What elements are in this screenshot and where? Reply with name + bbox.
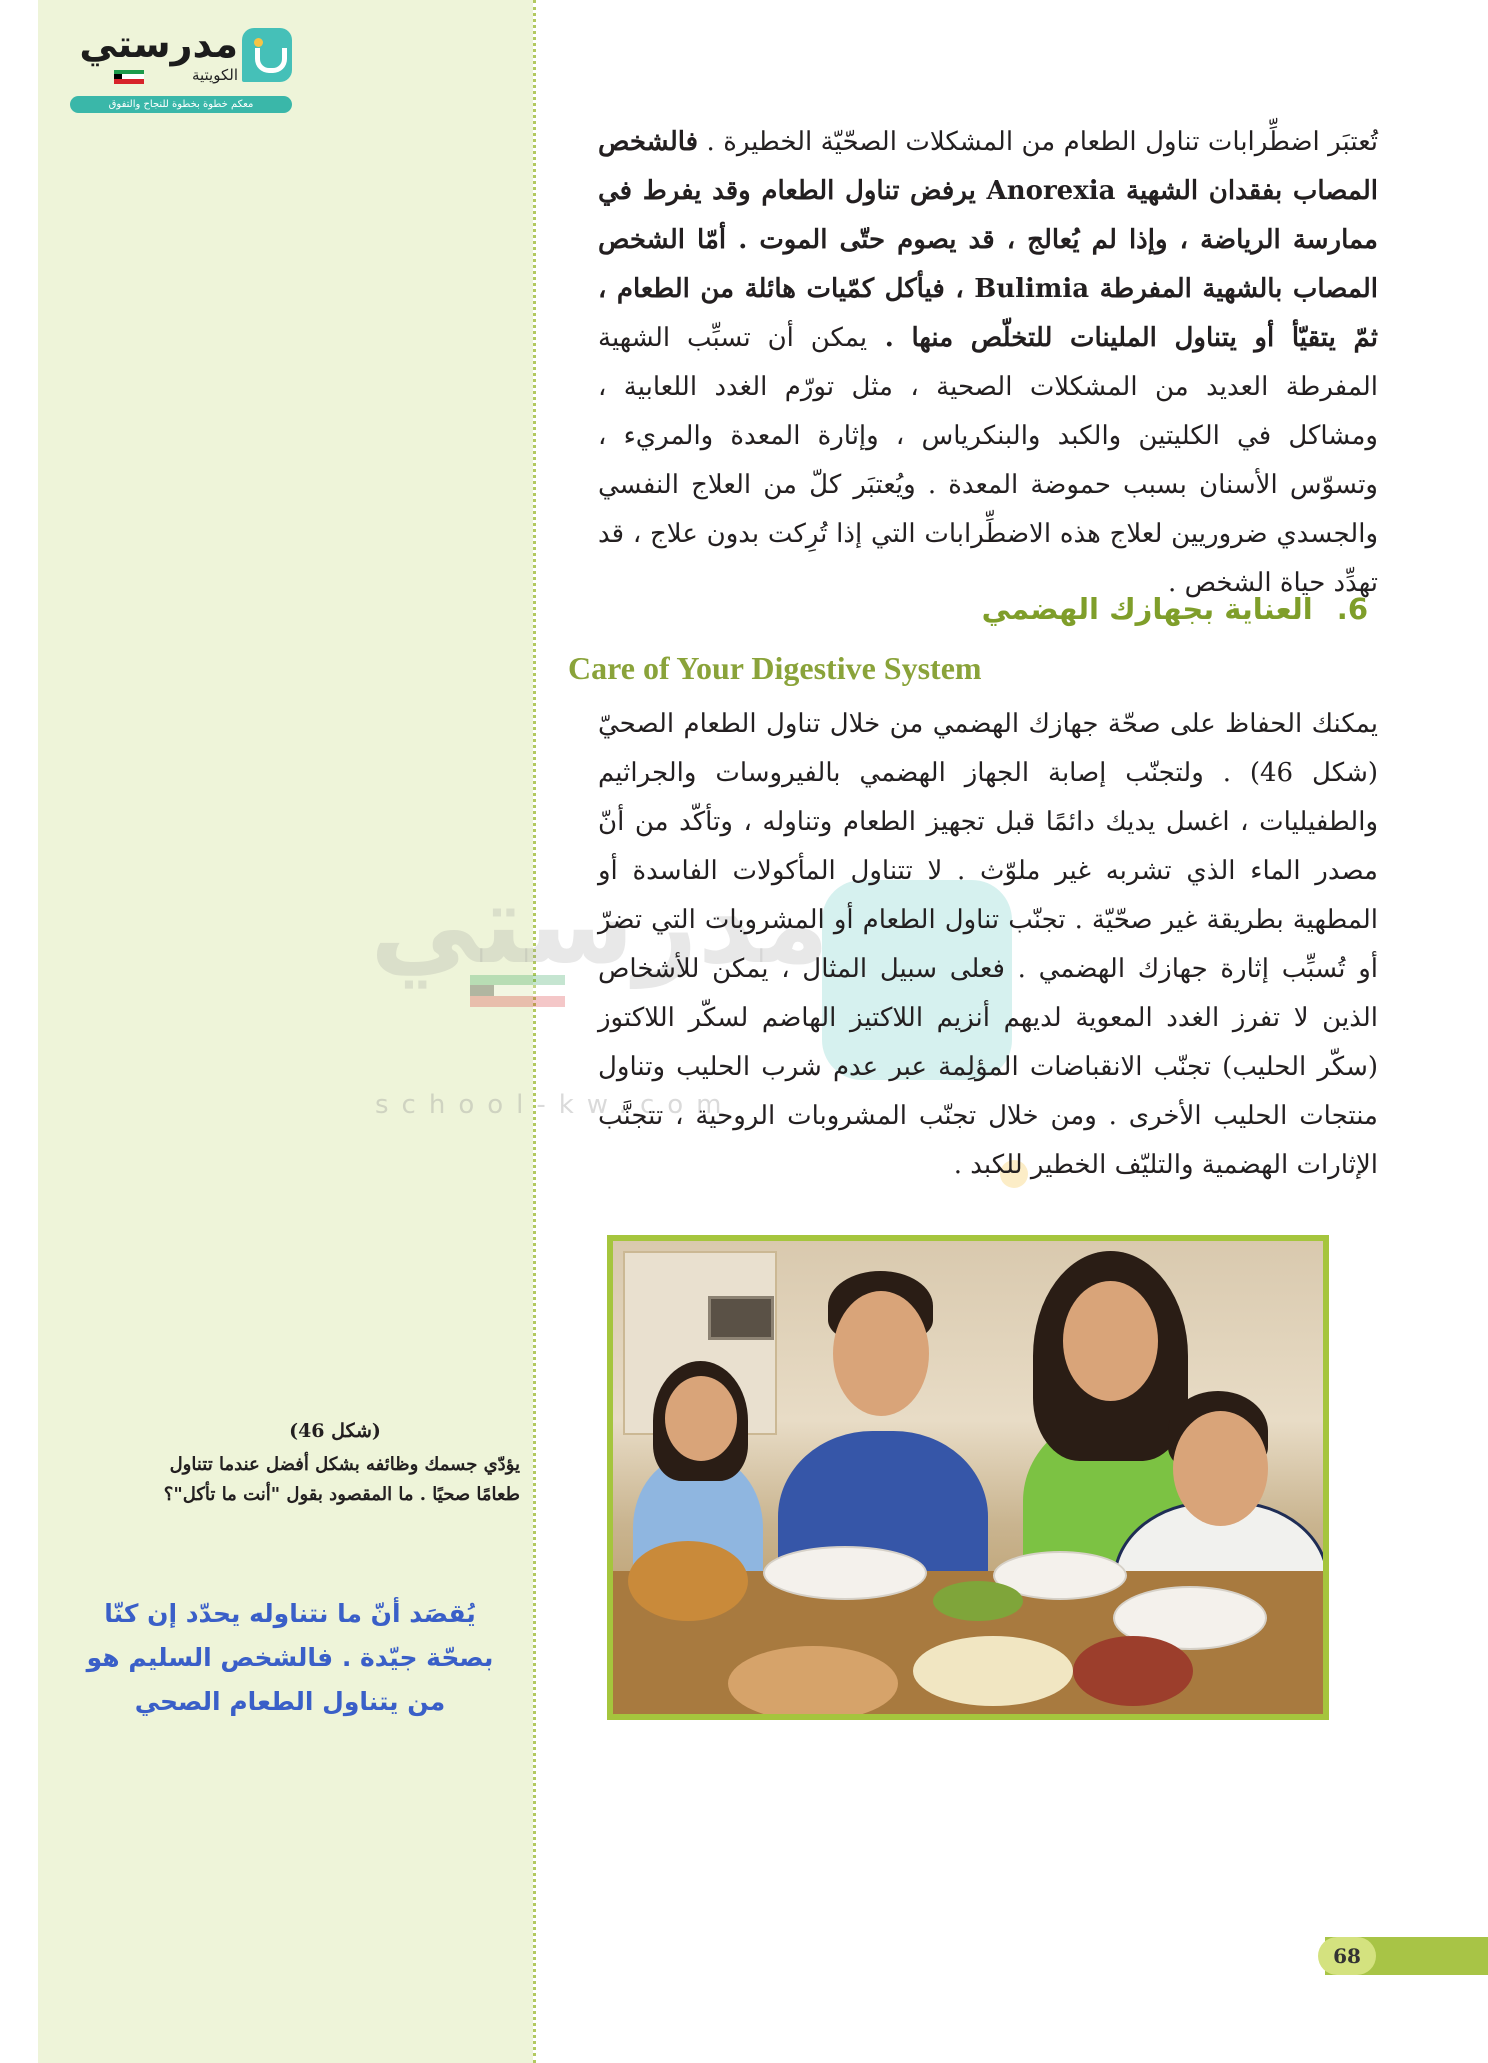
logo-tagline: معكم خطوة بخطوة للنجاح والتفوق <box>70 96 292 113</box>
logo-subtitle: الكويتية <box>191 66 238 84</box>
section-number: 6. <box>1336 592 1368 626</box>
answer-text: يُقصَد أنّ ما نتناوله يحدّد إن كنّا بصحّة جيّدة . فالشخص السليم هو من يتناول الطعام الصحي <box>86 1599 494 1716</box>
sidebar-divider <box>533 0 536 2063</box>
logo-name: مدرستي <box>79 22 238 66</box>
logo-badge-icon <box>242 28 292 82</box>
para1-sentence-3: يمكن أن تسبِّب الشهية المفرطة العديد من المشكلات الصحية ، مثل تورّم الغدد اللعابية ، ومشاكل في الكليتين والكبد والبنكرياس ، وإثارة المعدة والمريء ، وتسوّس الأسنان بسبب حموضة المعدة . ويُعتبَر كلّ من العلاج النفسي والجسدي ضروريين لعلاج هذه الاضطِّرابات التي إذا تُرِكت بدون علاج ، قد تهدِّد حياة الشخص . <box>598 323 1378 598</box>
para1-sentence-2: فالشخص المصاب بفقدان الشهية Anorexia يرفض تناول الطعام وقد يفرط في ممارسة الرياضة ، وإذا لم يُعالج ، قد يصوم حتّى الموت . أمّا الشخص المصاب بالشهية المفرطة Bulimia ، فيأكل كمّيات هائلة من الطعام ، ثمّ يتقيّأ أو يتناول الملينات للتخلّص منها . <box>598 127 1378 353</box>
watermark-word: مدرستي <box>370 860 830 988</box>
section-title-ar: العناية بجهازك الهضمي <box>981 592 1313 626</box>
page-number: 68 <box>1318 1937 1376 1975</box>
rice-bowl <box>913 1636 1073 1706</box>
bread-basket <box>628 1541 748 1621</box>
watermark-url: school-kw.com <box>375 1090 735 1120</box>
watermark-flag-icon <box>470 975 565 1007</box>
sidebar-panel <box>38 0 533 2063</box>
paragraph-digestive-care: يمكنك الحفاظ على صحّة جهازك الهضمي من خلال تناول الطعام الصحيّ (شكل 46) . ولتجنّب إصابة الجهاز الهضمي بالفيروسات والجراثيم والطفيليات ، اغسل يديك دائمًا قبل تجهيز الطعام وتناوله ، وتأكّد من أنّ مصدر الماء الذي تشربه غير ملوّث . لا تتناول المأكولات الفاسدة أو المطهية بطريقة غير صحّيّة . تجنّب تناول الطعام أو المشروبات التي تضرّ أو تُسبِّب إثارة جهازك الهضمي . فعلى سبيل المثال ، يمكن للأشخاص الذين لا تفرز الغدد المعوية لديهم أنزيم اللاكتيز الهاضم لسكّر اللاكتوز (سكّر الحليب) تجنّب الانقباضات المؤلِمة عبر عدم شرب الحليب وتناول منتجات الحليب الأخرى . ومن خلال تجنّب المشروبات الروحية ، تتجنَّب الإثارات الهضمية والتليّف الخطير للكبد . <box>598 709 1378 1180</box>
plate <box>763 1546 927 1600</box>
father-face <box>833 1291 929 1416</box>
pasta-dish <box>728 1646 898 1720</box>
paragraph-eating-disorders <box>598 118 1378 608</box>
site-logo[interactable] <box>70 22 300 117</box>
para1-sentence-1: تُعتبَر اضطِّرابات تناول الطعام من المشكلات الصحّيّة الخطيرة . <box>698 127 1378 157</box>
figure-caption: يؤدّي جسمك وظائفه بشكل أفضل عندما تتناول طعامًا صحيًا . ما المقصود بقول "أنت ما تأكل"؟ <box>163 1454 520 1505</box>
mother-face <box>1063 1281 1158 1401</box>
boy-face <box>1173 1411 1268 1526</box>
girl-face <box>665 1376 737 1461</box>
microwave <box>708 1296 774 1340</box>
salad-bowl <box>933 1581 1023 1621</box>
section-title-en: Care of Your Digestive System <box>568 650 982 686</box>
section-heading <box>982 592 1368 626</box>
family-meal-photo <box>607 1235 1329 1720</box>
beans-bowl <box>1073 1636 1193 1706</box>
figure-number: (شكل 46) <box>289 1420 381 1442</box>
